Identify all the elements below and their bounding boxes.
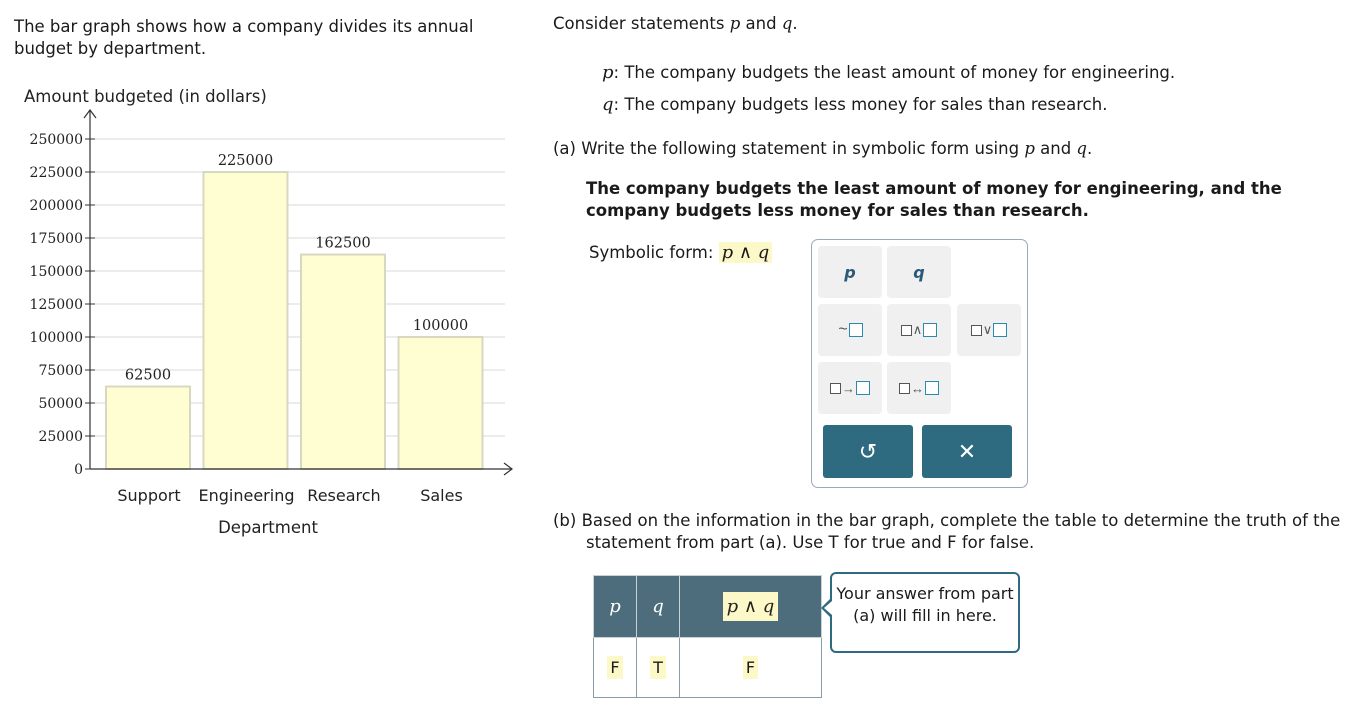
part-a-var-q: q [1076,139,1087,158]
part-a-text: Write the following statement in symbolic form using [581,139,1025,158]
consider-text: Consider statements [553,14,730,33]
part-a-label: (a) [553,139,576,158]
part-a-var-p: p [1024,139,1035,158]
placeholder-box-icon [925,381,939,395]
insert-q-label: q [913,262,925,282]
truth-table [593,575,822,698]
placeholder-box-icon [830,383,841,394]
symbolic-form-answer[interactable]: p ∧ q [719,242,773,263]
bar-chart [0,82,540,542]
bar-chart-svg [0,82,540,542]
bar-data-label: 162500 [315,235,371,252]
part-a-statement: The company budgets the least amount of money for engineering, and the company budgets less money for sales than research. [586,179,1282,220]
bar [301,255,385,470]
insert-negation-button[interactable] [818,304,882,356]
undo-icon: ↺ [858,438,878,464]
insert-p-button[interactable] [818,246,882,298]
symbolic-form-label: Symbolic form: [589,243,714,262]
conjunction-symbol: ∧ [912,322,923,337]
placeholder-box-icon [856,381,870,395]
category-label: Support [117,486,181,505]
cell-p-and-q-value: F [743,656,758,679]
header-p: p [594,576,637,638]
cell-q-value: T [650,656,666,679]
truth-table-header [594,576,822,638]
statement-p-var: p [602,62,614,83]
callout-pointer-inner [824,601,832,615]
part-a-period: . [1086,139,1093,158]
placeholder-box-icon [849,323,863,337]
part-b-text: (b) Based on the information in the bar graph, complete the table to determine the truth of the statement from part (a). Use T for true and F for false. [553,511,1341,552]
bar [106,387,190,470]
placeholder-box-icon [993,323,1007,337]
consider-statements [553,14,798,33]
answer-callout: Your answer from part (a) will fill in here. [830,572,1020,653]
y-tick-label: 175000 [29,231,83,247]
bar-data-label: 100000 [412,318,469,334]
insert-conjunction-button[interactable] [887,304,951,356]
y-axis-title: Amount budgeted (in dollars) [24,87,267,106]
y-tick-label: 75000 [38,363,83,379]
biconditional-symbol: ↔ [911,380,924,396]
y-tick-label: 100000 [29,330,83,346]
category-label: Research [307,486,381,505]
bar [204,172,288,469]
close-icon: ✕ [957,438,977,464]
var-q: q [781,14,793,33]
placeholder-box-icon [901,325,912,336]
conditional-symbol: → [842,380,855,396]
insert-conditional-button[interactable] [818,362,882,414]
negation-symbol: ~ [838,321,848,338]
y-tick-label: 125000 [29,297,83,313]
table-row [594,638,822,698]
cell-p-value: F [607,656,622,679]
y-ticks [30,132,95,478]
cell-p[interactable] [594,638,637,698]
statement-q-var: q [602,94,614,115]
insert-p-label: p [844,262,856,282]
statement-p [602,62,1175,83]
statement-q [602,94,1107,115]
statement-p-text: : The company budgets the least amount of money for engineering. [613,63,1176,82]
y-tick-label: 50000 [38,396,83,412]
intro-text: The bar graph shows how a company divides its annual budget by department. [14,17,474,58]
header-q: q [637,576,680,638]
symbolic-form [589,242,772,263]
x-axis-title: Department [218,518,318,537]
statement-q-text: : The company budgets less money for sales than research. [613,95,1108,114]
category-label: Sales [420,486,463,505]
cell-p-and-q[interactable] [680,638,822,698]
disjunction-symbol: ∨ [982,322,993,337]
consider-period: . [792,14,798,33]
clear-button[interactable] [922,425,1012,478]
y-tick-label: 250000 [29,132,83,148]
insert-q-button[interactable] [887,246,951,298]
part-b-prompt [553,510,1363,554]
part-a-and: and [1034,139,1077,158]
y-tick-label: 0 [74,462,83,478]
header-p-and-q-text: p ∧ q [723,592,779,621]
undo-button[interactable] [823,425,913,478]
symbol-palette [811,239,1028,488]
y-tick-label: 25000 [38,429,83,445]
header-p-and-q [680,576,822,638]
category-label: Engineering [198,486,295,505]
insert-disjunction-button[interactable] [957,304,1021,356]
y-tick-label: 150000 [29,264,83,280]
bar [399,337,483,469]
placeholder-box-icon [899,383,910,394]
part-a-prompt [553,138,1092,160]
insert-biconditional-button[interactable] [887,362,951,414]
y-tick-label: 225000 [29,165,83,181]
placeholder-box-icon [923,323,937,337]
bar-data-label: 62500 [124,367,172,384]
placeholder-box-icon [971,325,982,336]
bar-data-label: 225000 [217,153,274,169]
category-labels [117,486,462,505]
cell-q[interactable] [637,638,680,698]
var-p: p [729,14,741,33]
consider-and: and [740,14,782,33]
y-tick-label: 200000 [29,198,83,214]
